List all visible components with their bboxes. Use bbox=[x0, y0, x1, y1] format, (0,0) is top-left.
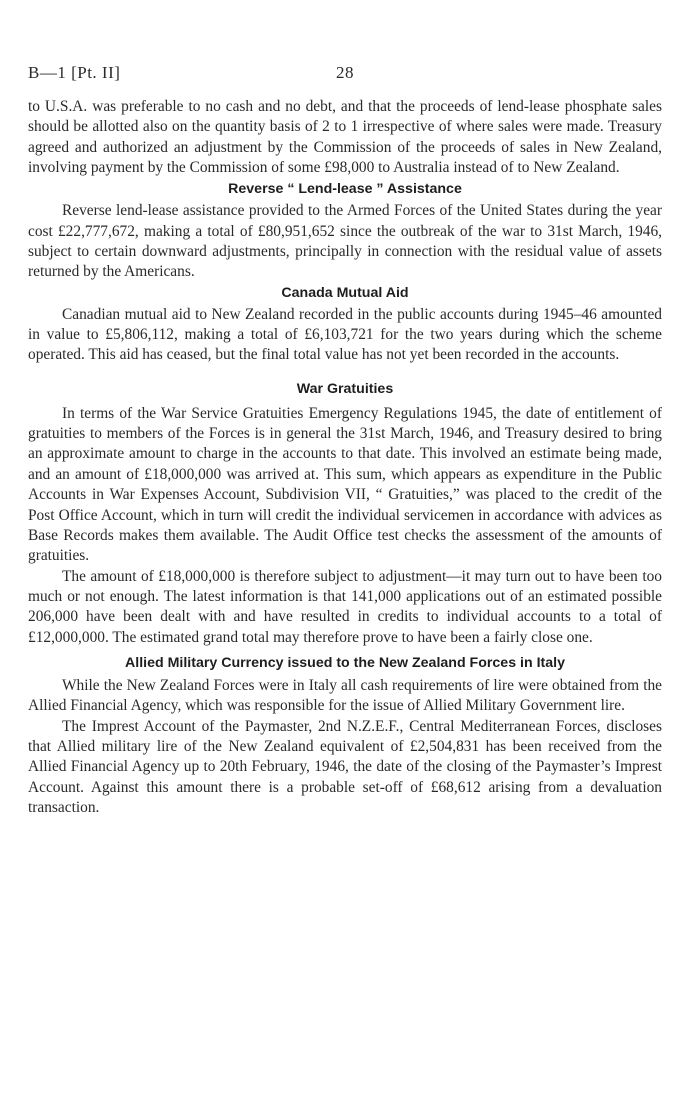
paragraph-war-gratuities-1: In terms of the War Service Gratuities Emergency Regulations 1945, the date of entitlement of gratuities to members of the Forces is in general the 31st March, 1946, and Treasury desired to bring an approximate amount to charge in the accounts to that date. This involved an estimate being made, and an amount of £18,000,000 was arrived at. This sum, which appears as expenditure in the Public Accounts in War Expenses Account, Subdivision VII, “ Gratuities,” was placed to the credit of the Post Office Account, which in turn will credit the individual servicemen in accordance with advices as Base Records makes them available. The Audit Office test checks the assessment of the amounts of gratuities. bbox=[28, 404, 662, 565]
paragraph-war-gratuities-2: The amount of £18,000,000 is therefore subject to adjustment—it may turn out to have been too much or not enough. The latest information is that 141,000 applications out of an estimated possible 206,000 have been dealt with and have resulted in credits to individual accounts to a total of £12,000,000. The estimated grand total may therefore prove to have been a fairly close one. bbox=[28, 567, 662, 646]
heading-allied-military-currency: Allied Military Currency issued to the New Zealand Forces in Italy bbox=[125, 654, 565, 671]
running-head bbox=[28, 63, 662, 87]
heading-war-gratuities: War Gratuities bbox=[296, 380, 394, 397]
continuation-paragraph: to U.S.A. was preferable to no cash and no debt, and that the proceeds of lend-lease phosphate sales should be allotted also on the quantity basis of 2 to 1 irrespective of where sales were made. Treasury agreed and authorized an adjustment by the Commission of the proceeds of sales in New Zealand, involving payment by the Commission of some £98,000 to Australia instead of to New Zealand. bbox=[28, 98, 662, 177]
paragraph-allied-currency-2: The Imprest Account of the Paymaster, 2nd N.Z.E.F., Central Mediterranean Forces, discloses that Allied military lire of the New Zealand equivalent of £2,504,831 has been received from the Allied Financial Agency up to 20th February, 1946, the date of the closing of the Paymaster’s Imprest Account. Against this amount there is a probable set-off of £68,612 arising from a devaluation transaction. bbox=[28, 717, 662, 816]
page-body bbox=[28, 97, 662, 818]
heading-canada-mutual-aid: Canada Mutual Aid bbox=[281, 284, 409, 301]
paragraph-reverse-lend-lease: Reverse lend-lease assistance provided to the Armed Forces of the United States during the year cost £22,777,672, making a total of £80,951,652 since the outbreak of the war to 31st March, 1946, subject to certain downward adjustments, principally in connection with the residual value of assets returned by the Americans. bbox=[28, 202, 662, 281]
page-number: 28 bbox=[336, 63, 354, 82]
paragraph-canada-mutual-aid: Canadian mutual aid to New Zealand recorded in the public accounts during 1945–46 amounted in value to £5,806,112, making a total of £6,103,721 for the two years during which the scheme operated. This aid has ceased, but the final total value has not yet been recorded in the accounts. bbox=[28, 305, 662, 364]
paragraph-allied-currency-1: While the New Zealand Forces were in Italy all cash requirements of lire were obtained from the Allied Financial Agency, which was responsible for the issue of Allied Military Government lire. bbox=[28, 676, 662, 715]
heading-reverse-lend-lease: Reverse “ Lend-lease ” Assistance bbox=[228, 181, 462, 198]
section-reference: B—1 [Pt. II] bbox=[28, 63, 121, 82]
